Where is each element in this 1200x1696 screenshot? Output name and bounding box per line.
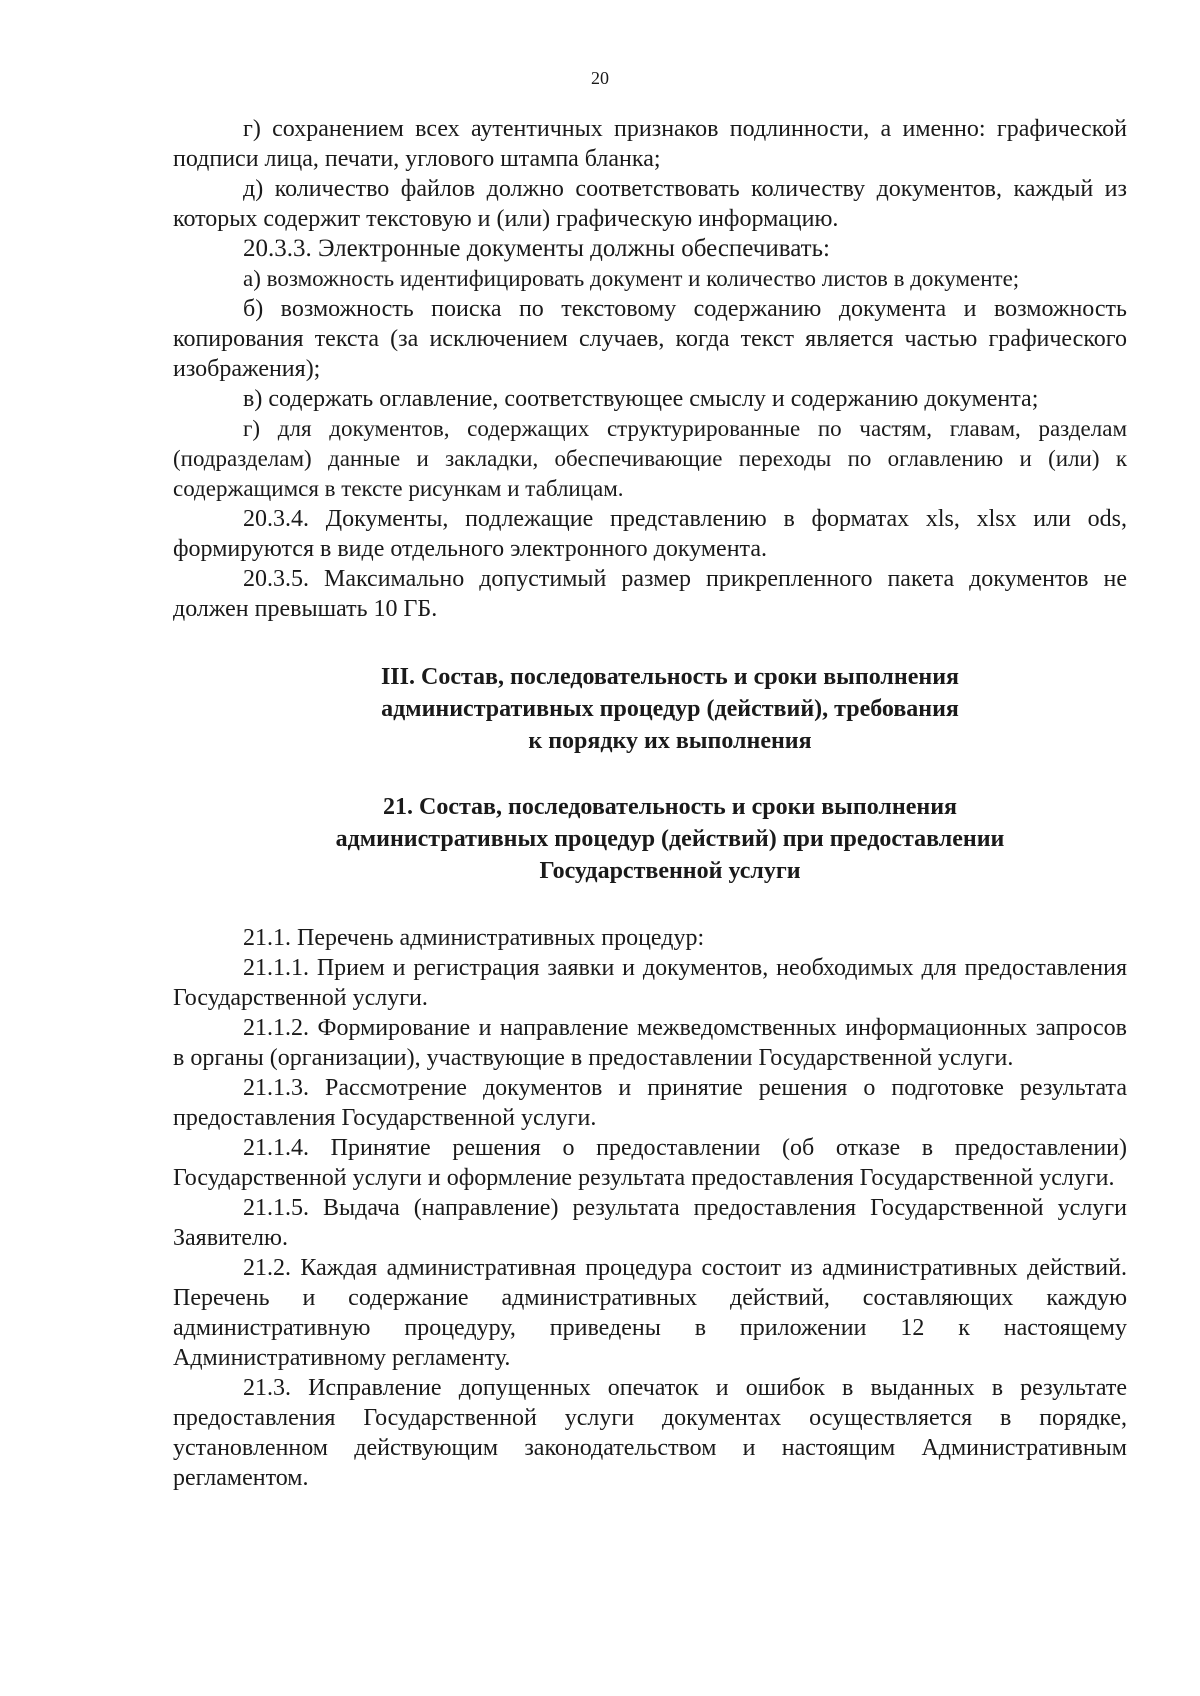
section-21-body — [173, 923, 1127, 1493]
paragraph: 21.2. Каждая административная процедура состоит из административных действий. Перечень и содержание административных действий, составляющих каждую административную процедуру, приведены в приложении 12 к настоящему Административному регламенту. — [173, 1255, 1127, 1371]
paragraph: 20.3.4. Документы, подлежащие представлению в форматах xls, xlsx или ods, формируются в виде отдельного электронного документа. — [173, 506, 1127, 562]
heading-line: 21. Состав, последовательность и сроки выполнения — [382, 794, 958, 820]
heading-line: административных процедур (действий), требования — [381, 696, 959, 722]
paragraph: г) для документов, содержащих структурированные по частям, главам, разделам (подразделам) данные и закладки, обеспечивающие переходы по оглавлению и (или) к содержащимся в тексте рисункам и таблицам. — [173, 416, 1127, 501]
document-body — [173, 114, 1127, 1493]
heading-line: административных процедур (действий) при предоставлении — [335, 826, 1005, 852]
heading-line: Государственной услуги — [539, 858, 801, 884]
paragraph: а) возможность идентифицировать документ и количество листов в документе; — [243, 266, 1020, 291]
section-20-continuation — [173, 114, 1127, 624]
section-heading-iii — [173, 661, 1127, 757]
paragraph: г) сохранением всех аутентичных признаков подлинности, а именно: графической подписи лица, печати, углового штампа бланка; — [173, 116, 1127, 172]
subsection-heading-21 — [173, 791, 1127, 887]
paragraph: б) возможность поиска по текстовому содержанию документа и возможность копирования текста (за исключением случаев, когда текст является частью графического изображения); — [173, 296, 1127, 382]
paragraph: 21.1.5. Выдача (направление) результата предоставления Государственной услуги Заявителю. — [173, 1195, 1127, 1251]
paragraph: 21.3. Исправление допущенных опечаток и ошибок в выданных в результате предоставления Государственной услуги документах осуществляется в порядке, установленном действующим законодательством и настоящим Административным регламентом. — [173, 1375, 1127, 1491]
paragraph: 21.1.4. Принятие решения о предоставлении (об отказе в предоставлении) Государственной услуги и оформление результата предоставления Государственной услуги. — [173, 1135, 1127, 1191]
paragraph: д) количество файлов должно соответствовать количеству документов, каждый из которых содержит текстовую и (или) графическую информацию. — [173, 176, 1127, 232]
paragraph: 21.1.2. Формирование и направление межведомственных информационных запросов в органы (организации), участвующие в предоставлении Государственной услуги. — [173, 1015, 1127, 1071]
paragraph: 21.1.1. Прием и регистрация заявки и документов, необходимых для предоставления Государственной услуги. — [173, 955, 1127, 1011]
paragraph: в) содержать оглавление, соответствующее смыслу и содержанию документа; — [243, 386, 1039, 412]
paragraph: 20.3.3. Электронные документы должны обеспечивать: — [243, 235, 830, 262]
paragraph: 21.1.3. Рассмотрение документов и принятие решения о подготовке результата предоставления Государственной услуги. — [173, 1075, 1127, 1131]
heading-line: к порядку их выполнения — [528, 728, 812, 754]
page-number: 20 — [591, 68, 609, 88]
paragraph: 21.1. Перечень административных процедур: — [243, 925, 705, 951]
heading-line: III. Состав, последовательность и сроки выполнения — [380, 664, 960, 690]
paragraph: 20.3.5. Максимально допустимый размер прикрепленного пакета документов не должен превышать 10 ГБ. — [173, 566, 1127, 622]
